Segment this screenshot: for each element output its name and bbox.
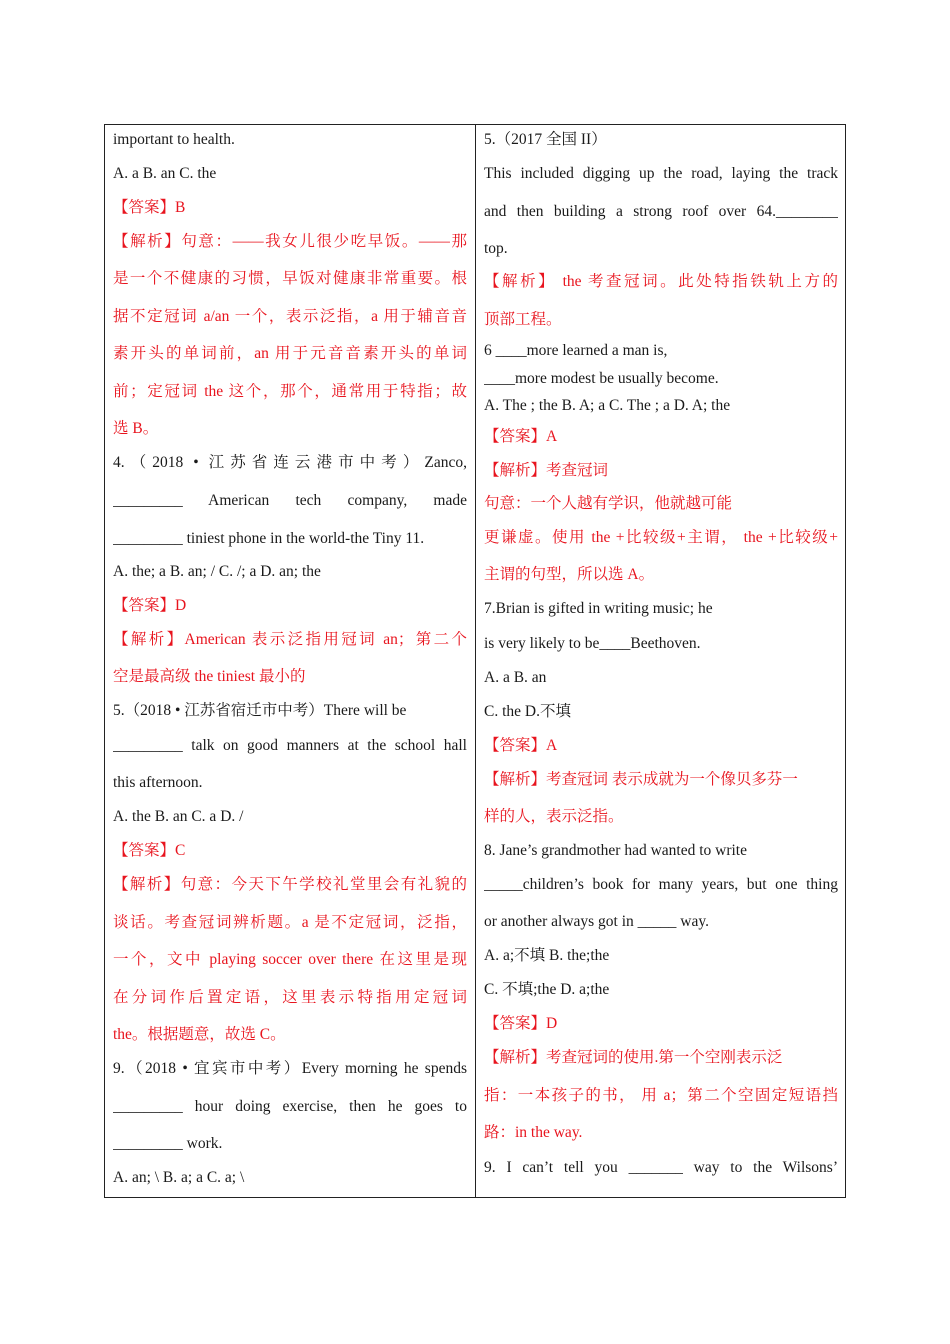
right-column-line: 【解析】考查冠词的使用.第一个空刚表示泛	[484, 1049, 783, 1066]
left-column-line: _________ hour doing exercise, then he goes to	[113, 1098, 467, 1115]
right-column-line: 【答案】D	[484, 1015, 558, 1032]
right-column-line: C. 不填;the D. a;the	[484, 981, 610, 998]
right-column-line: A. The ; the B. A; a C. The ; a D. A; the	[484, 397, 731, 414]
left-column-line: 【解析】American 表示泛指用冠词 an；第二个	[113, 631, 467, 648]
left-column-line: 9.（2018 • 宜宾市中考）Every morning he spends	[113, 1060, 467, 1077]
left-column-line: the。根据题意，故选 C。	[113, 1026, 286, 1043]
left-column-line: 是一个不健康的习惯，早饭对健康非常重要。根	[113, 270, 467, 287]
right-column-line: A. a B. an	[484, 669, 547, 686]
right-column-line: and then building a strong roof over 64.________	[484, 203, 838, 220]
right-column-line: 8. Jane’s grandmother had wanted to write	[484, 842, 747, 859]
right-column-line: C. the D.不填	[484, 703, 571, 720]
left-column	[113, 125, 467, 1197]
right-column-line: 5.（2017 全国 II）	[484, 131, 607, 148]
right-column-line: is very likely to be____Beethoven.	[484, 635, 701, 652]
left-column-line: A. an; \ B. a; a C. a; \	[113, 1169, 245, 1186]
left-column-line: _________ work.	[113, 1135, 223, 1152]
left-column-line: important to health.	[113, 131, 235, 148]
right-column-line: top.	[484, 240, 508, 257]
right-column-line: 【解析】考查冠词	[484, 462, 609, 479]
right-column-line: A. a;不填 B. the;the	[484, 947, 610, 964]
right-column-line: 【答案】A	[484, 737, 558, 754]
left-column-line: A. the B. an C. a D. /	[113, 808, 244, 825]
column-divider	[475, 125, 476, 1197]
left-column-line: 空是最高级 the tiniest 最小的	[113, 668, 306, 685]
left-column-line: _________ American tech company, made	[113, 492, 467, 509]
left-column-line: _________ tiniest phone in the world-the Tiny 11.	[113, 530, 425, 547]
left-column-line: 在分词作后置定语，这里表示特指用定冠词	[113, 989, 467, 1006]
right-column-line: This included digging up the road, laying the track	[484, 165, 838, 182]
right-column-line: 指：一本孩子的书， 用 a；第二个空固定短语挡	[484, 1087, 838, 1104]
left-column-line: 【解析】句意：今天下午学校礼堂里会有礼貌的	[113, 876, 467, 893]
left-column-line: 【答案】D	[113, 597, 187, 614]
right-column-line: 7.Brian is gifted in writing music; he	[484, 600, 713, 617]
left-column-line: 5.（2018 • 江苏省宿迁市中考）There will be	[113, 702, 407, 719]
left-column-line: A. a B. an C. the	[113, 165, 217, 182]
right-column-line: 样的人，表示泛指。	[484, 808, 624, 825]
right-column-line: 句意：一个人越有学识，他就越可能	[484, 495, 733, 512]
right-column-line: 路：in the way.	[484, 1124, 583, 1141]
left-column-line: 选 B。	[113, 420, 159, 437]
left-column-line: A. the; a B. an; / C. /; a D. an; the	[113, 563, 321, 580]
right-column-line: 主谓的句型，所以选 A。	[484, 566, 655, 583]
left-column-line: 谈话。考查冠词辨析题。a 是不定冠词，泛指，	[113, 914, 467, 931]
left-column-line: 一个，文中 playing soccer over there 在这里是现	[113, 951, 467, 968]
right-column	[484, 125, 838, 1197]
two-column-table	[104, 124, 846, 1198]
left-column-line: 素开头的单词前，an 用于元音音素开头的单词	[113, 345, 467, 362]
right-column-line: 9. I can’t tell you _______ way to the Wilsons’	[484, 1159, 838, 1176]
left-column-line: 前；定冠词 the 这个，那个，通常用于特指；故	[113, 383, 467, 400]
left-column-line: _________ talk on good manners at the school hall	[113, 737, 467, 754]
right-column-line: _____children’s book for many years, but one thing	[484, 876, 838, 893]
left-column-line: 4.（2018 • 江苏省连云港市中考）Zanco,	[113, 454, 467, 471]
right-column-line: 更谦虚。使用 the +比较级+主谓， the +比较级+	[484, 529, 838, 546]
left-column-line: 【解析】句意：——我女儿很少吃早饭。——那	[113, 233, 467, 250]
right-column-line: 【解析】 the 考查冠词。此处特指铁轨上方的	[484, 273, 838, 290]
left-column-line: 据不定冠词 a/an 一个，表示泛指，a 用于辅音音	[113, 308, 467, 325]
right-column-line: or another always got in _____ way.	[484, 913, 709, 930]
right-column-line: ____more modest be usually become.	[484, 370, 719, 387]
right-column-line: 6 ____more learned a man is,	[484, 342, 668, 359]
right-column-line: 顶部工程。	[484, 311, 562, 328]
left-column-line: this afternoon.	[113, 774, 203, 791]
left-column-line: 【答案】C	[113, 842, 186, 859]
right-column-line: 【解析】考查冠词 表示成就为一个像贝多芬一	[484, 771, 798, 788]
right-column-line: 【答案】A	[484, 428, 558, 445]
left-column-line: 【答案】B	[113, 199, 186, 216]
